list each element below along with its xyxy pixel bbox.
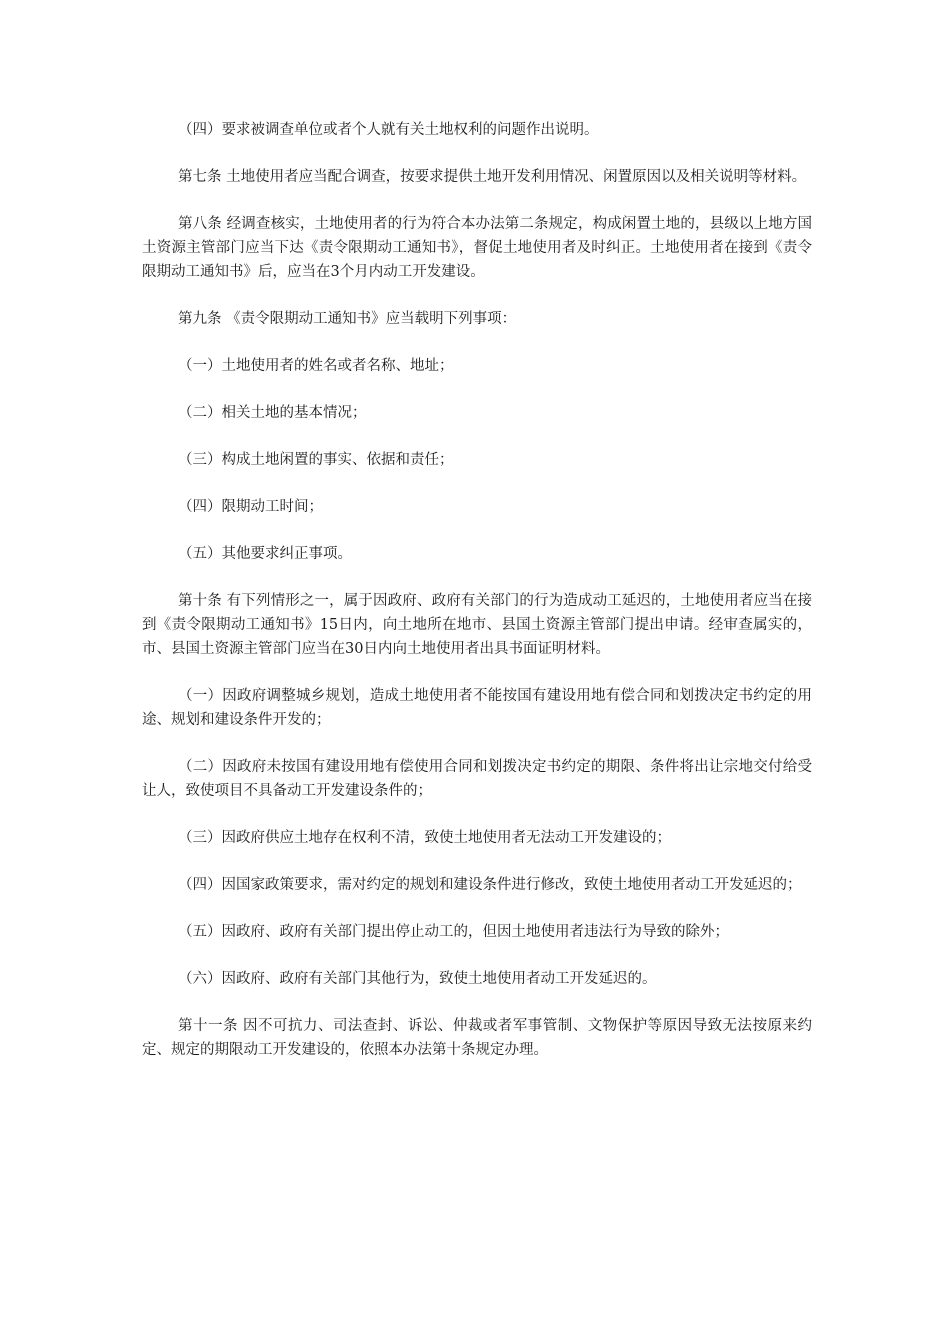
article-10-item-2: （二）因政府未按国有建设用地有偿使用合同和划拨决定书约定的期限、条件将出让宗地交付给受让人，致使项目不具备动工开发建设条件的； — [142, 759, 812, 799]
document-body — [142, 118, 812, 1085]
article-10-item-1: （一）因政府调整城乡规划，造成土地使用者不能按国有建设用地有偿合同和划拨决定书约定的用途、规划和建设条件开发的； — [142, 688, 812, 728]
article-10: 第十条 有下列情形之一，属于因政府、政府有关部门的行为造成动工延迟的，土地使用者应当在接到《责令限期动工通知书》15日内，向土地所在地市、县国土资源主管部门提出申请。经审查属实的，市、县国土资源主管部门应当在30日内向土地使用者出具书面证明材料。 — [142, 593, 812, 657]
article-9-item-5: （五）其他要求纠正事项。 — [178, 546, 352, 562]
article-7: 第七条 土地使用者应当配合调查，按要求提供土地开发利用情况、闲置原因以及相关说明等材料。 — [178, 169, 807, 185]
article-10-item-6: （六）因政府、政府有关部门其他行为，致使土地使用者动工开发延迟的。 — [178, 971, 657, 987]
paragraph-item-4-explanation: （四）要求被调查单位或者个人就有关土地权利的问题作出说明。 — [178, 122, 599, 138]
article-8: 第八条 经调查核实，土地使用者的行为符合本办法第二条规定，构成闲置土地的，县级以上地方国土资源主管部门应当下达《责令限期动工通知书》，督促土地使用者及时纠正。土地使用者在接到《责令限期动工通知书》后，应当在3个月内动工开发建设。 — [142, 216, 812, 280]
article-10-item-4: （四）因国家政策要求，需对约定的规划和建设条件进行修改，致使土地使用者动工开发延迟的； — [178, 877, 802, 893]
article-9: 第九条 《责令限期动工通知书》应当载明下列事项： — [178, 311, 517, 327]
article-9-item-1: （一）土地使用者的姓名或者名称、地址； — [178, 358, 454, 374]
article-11: 第十一条 因不可抗力、司法查封、诉讼、仲裁或者军事管制、文物保护等原因导致无法按原来约定、规定的期限动工开发建设的，依照本办法第十条规定办理。 — [142, 1018, 812, 1058]
article-9-item-2: （二）相关土地的基本情况； — [178, 405, 367, 421]
article-10-item-3: （三）因政府供应土地存在权利不清，致使土地使用者无法动工开发建设的； — [178, 830, 671, 846]
article-9-item-4: （四）限期动工时间； — [178, 499, 323, 515]
article-9-item-3: （三）构成土地闲置的事实、依据和责任； — [178, 452, 454, 468]
article-10-item-5: （五）因政府、政府有关部门提出停止动工的，但因土地使用者违法行为导致的除外； — [178, 924, 729, 940]
